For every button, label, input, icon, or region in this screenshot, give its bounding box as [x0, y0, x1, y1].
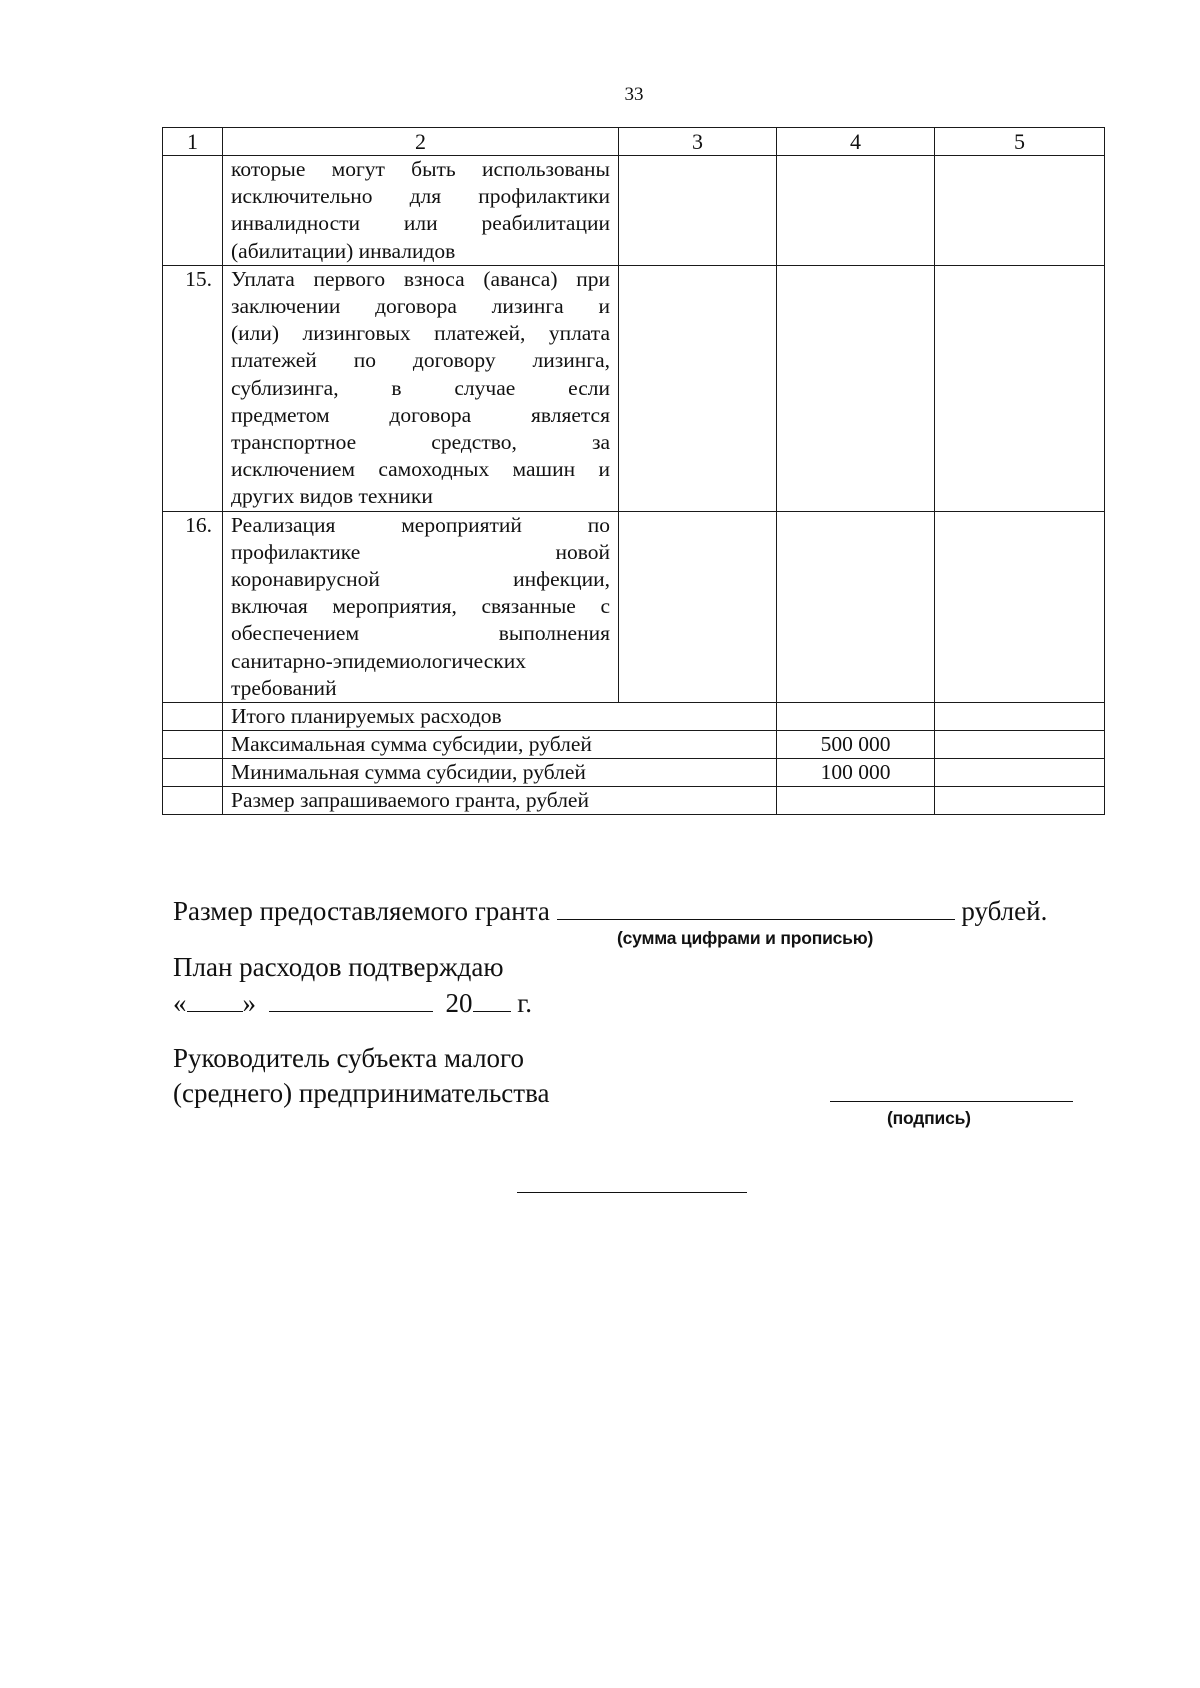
head-title-line2: (среднего) предпринимательства: [173, 1078, 550, 1108]
table-row: [163, 156, 1105, 266]
row-number: [163, 156, 223, 266]
column-header: 4: [777, 128, 935, 156]
amount-cell-c5[interactable]: [935, 156, 1105, 266]
date-close-quote: »: [242, 988, 256, 1018]
summary-label: Размер запрашиваемого гранта, рублей: [223, 787, 777, 815]
summary-value[interactable]: 500 000: [777, 731, 935, 759]
row-number: 16.: [163, 511, 223, 702]
description-line: транспортное средство, за: [231, 430, 610, 455]
page-number: 33: [624, 84, 644, 105]
summary-value[interactable]: [777, 703, 935, 731]
description-line: платежей по договору лизинга,: [231, 348, 610, 373]
description-line: сублизинга, в случае если: [231, 375, 610, 400]
description-line: предметом договора является: [231, 402, 610, 427]
description-line: других видов техники: [231, 484, 433, 509]
grant-amount-line: [173, 893, 1093, 928]
summary-number-cell: [163, 703, 223, 731]
amount-cell-c4[interactable]: [777, 156, 935, 266]
summary-extra[interactable]: [935, 787, 1105, 815]
signature-field[interactable]: [830, 1101, 1073, 1102]
row-number: 15.: [163, 265, 223, 511]
summary-extra[interactable]: [935, 731, 1105, 759]
date-year-field[interactable]: [473, 985, 511, 1012]
signature-caption: (подпись): [887, 1108, 971, 1128]
summary-extra[interactable]: [935, 759, 1105, 787]
summary-row: [163, 787, 1105, 815]
summary-value[interactable]: 100 000: [777, 759, 935, 787]
end-separator-line: [517, 1192, 747, 1193]
summary-label: Итого планируемых расходов: [223, 703, 777, 731]
confirm-label: План расходов подтверждаю: [173, 952, 504, 982]
amount-cell-c3[interactable]: [619, 511, 777, 702]
description-line: (абилитации) инвалидов: [231, 238, 456, 263]
summary-extra[interactable]: [935, 703, 1105, 731]
description-line: включая мероприятия, связанные с: [231, 594, 610, 619]
description-line: (или) лизинговых платежей, уплата: [231, 321, 610, 346]
description-line: исключением самоходных машин и: [231, 457, 610, 482]
head-title-line1: Руководитель субъекта малого: [173, 1043, 524, 1073]
summary-number-cell: [163, 759, 223, 787]
amount-cell-c5[interactable]: [935, 265, 1105, 511]
grant-amount-unit: рублей.: [961, 896, 1048, 926]
date-open-quote: «: [173, 988, 187, 1018]
description-line: профилактике новой: [231, 539, 610, 564]
table-row: [163, 511, 1105, 702]
date-day-field[interactable]: [187, 985, 243, 1012]
description-line: санитарно-эпидемиологических: [231, 648, 526, 673]
summary-value[interactable]: [777, 787, 935, 815]
description-line: требований: [231, 675, 337, 700]
amount-cell-c4[interactable]: [777, 265, 935, 511]
confirm-date-line: [173, 985, 532, 1020]
description-line: инвалидности или реабилитации: [231, 211, 610, 236]
date-month-field[interactable]: [269, 985, 433, 1012]
grant-amount-caption: (сумма цифрами и прописью): [617, 928, 874, 948]
description-line: исключительно для профилактики: [231, 184, 610, 209]
summary-label: Минимальная сумма субсидии, рублей: [223, 759, 777, 787]
column-header: 1: [163, 128, 223, 156]
date-year-prefix: 20: [445, 988, 473, 1018]
summary-number-cell: [163, 787, 223, 815]
date-suffix: г.: [517, 988, 533, 1018]
summary-row: [163, 703, 1105, 731]
amount-cell-c5[interactable]: [935, 511, 1105, 702]
amount-cell-c3[interactable]: [619, 265, 777, 511]
column-header: 3: [619, 128, 777, 156]
description-line: коронавирусной инфекции,: [231, 567, 610, 592]
amount-cell-c3[interactable]: [619, 156, 777, 266]
grant-amount-field[interactable]: [557, 893, 955, 920]
summary-label: Максимальная сумма субсидии, рублей: [223, 731, 777, 759]
table-row: [163, 265, 1105, 511]
description-line: обеспечением выполнения: [231, 621, 610, 646]
amount-cell-c4[interactable]: [777, 511, 935, 702]
description-line: заключении договора лизинга и: [231, 294, 610, 319]
description-line: которые могут быть использованы: [231, 157, 610, 181]
expense-plan-table: [162, 127, 1105, 815]
grant-amount-label: Размер предоставляемого гранта: [173, 896, 550, 926]
expense-description: [223, 511, 619, 702]
expense-description: [223, 265, 619, 511]
summary-row: [163, 731, 1105, 759]
column-header: 2: [223, 128, 619, 156]
column-header: 5: [935, 128, 1105, 156]
description-line: Реализация мероприятий по: [231, 512, 610, 537]
summary-row: [163, 759, 1105, 787]
expense-description: [223, 156, 619, 266]
table-header-row: [163, 128, 1105, 156]
summary-number-cell: [163, 731, 223, 759]
description-line: Уплата первого взноса (аванса) при: [231, 266, 610, 291]
